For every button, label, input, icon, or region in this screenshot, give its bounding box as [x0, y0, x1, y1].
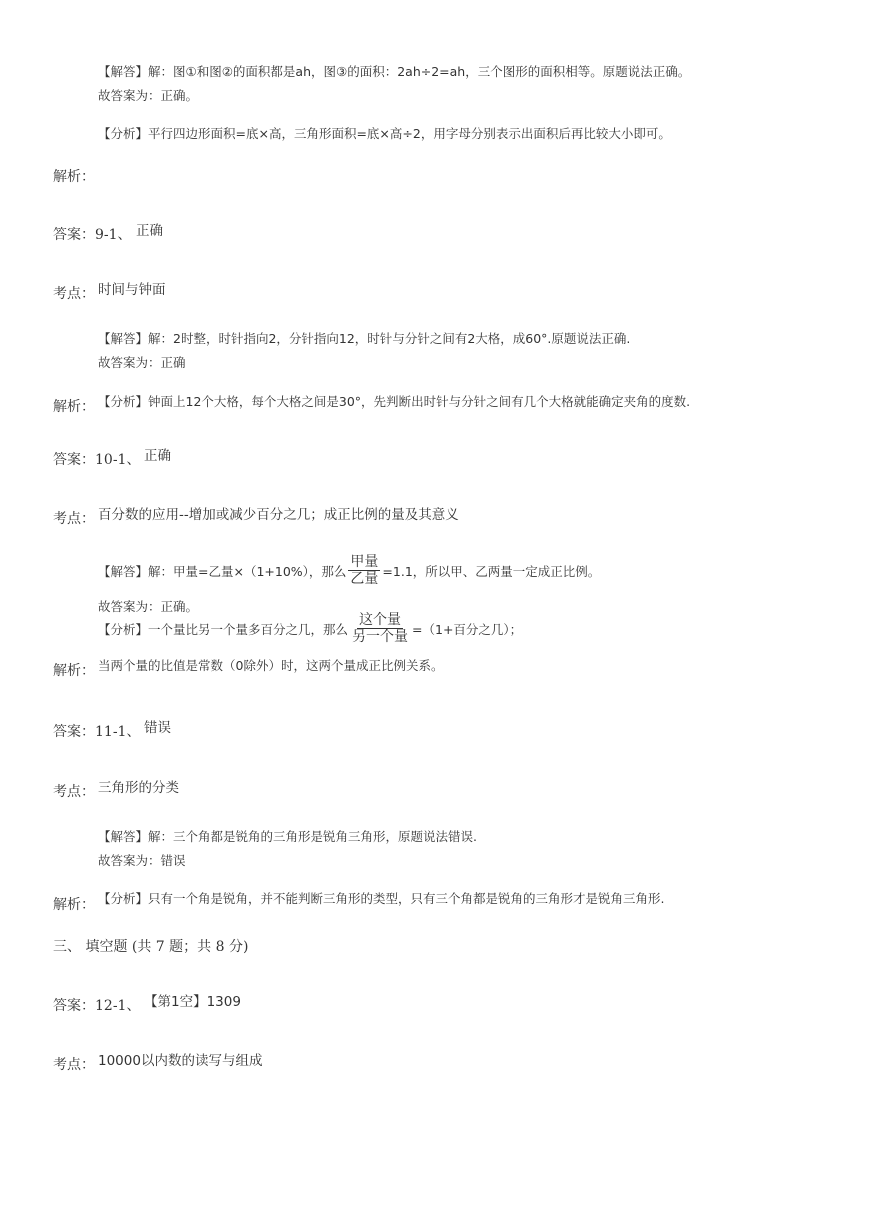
kaodian-label: 考点： [53, 784, 95, 800]
answer-label: 答案：12-1、 [53, 998, 141, 1014]
answer-label: 答案：9-1、 [53, 227, 132, 243]
fraction-numerator: 甲量 [350, 554, 379, 570]
jiexi-label: 解析： [53, 169, 95, 185]
answer-value: 正确 [144, 448, 171, 464]
jiexi-label: 解析： [53, 663, 95, 679]
fraction-numerator: 这个量 [359, 612, 402, 628]
answer-value: 【第1空】1309 [144, 994, 241, 1010]
answer-conclusion: 故答案为：正确 [98, 355, 186, 370]
answer-conclusion: 故答案为：正确。 [98, 88, 199, 103]
kaodian-label: 考点： [53, 1057, 95, 1073]
solution-text: 【解答】解：图①和图②的面积都是ah，图③的面积：2ah÷2=ah，三个图形的面积相等。原题说法正确。 [98, 64, 691, 79]
answer-conclusion: 故答案为：正确。 [98, 599, 199, 614]
kaodian-value: 三角形的分类 [98, 780, 179, 796]
kaodian-label: 考点： [53, 511, 95, 527]
fraction-zhege-ling [350, 612, 410, 645]
jiexi-label: 解析： [53, 399, 95, 415]
analysis-line [98, 612, 522, 645]
kaodian-value: 10000以内数的读写与组成 [98, 1053, 263, 1069]
jiexi-label: 解析： [53, 897, 95, 913]
analysis-text: 【分析】平行四边形面积=底×高，三角形面积=底×高÷2，用字母分别表示出面积后再比较大小即可。 [98, 126, 671, 141]
kaodian-label: 考点： [53, 286, 95, 302]
solution-text: 【解答】解：2时整，时针指向2，分针指向12，时针与分针之间有2大格，成60°.原题说法正确. [98, 331, 631, 346]
analysis-text: 【分析】钟面上12个大格，每个大格之间是30°，先判断出时针与分针之间有几个大格就能确定夹角的度数. [98, 394, 691, 409]
fraction-jia-yi [348, 554, 380, 587]
answer-value: 正确 [136, 223, 163, 239]
answer-label: 答案：11-1、 [53, 724, 141, 740]
kaodian-value: 时间与钟面 [98, 282, 166, 298]
solution-line [98, 554, 600, 587]
answer-label: 答案：10-1、 [53, 452, 141, 468]
analysis-text-pre: 【分析】一个量比另一个量多百分之几，那么 [98, 621, 349, 637]
fraction-denominator: 另一个量 [352, 629, 409, 645]
kaodian-value: 百分数的应用--增加或减少百分之几；成正比例的量及其意义 [98, 507, 459, 523]
analysis-text: 【分析】只有一个角是锐角，并不能判断三角形的类型，只有三个角都是锐角的三角形才是锐角三角形. [98, 891, 665, 906]
fraction-denominator: 乙量 [350, 571, 379, 587]
answer-value: 错误 [144, 720, 171, 736]
analysis-text-line2: 当两个量的比值是常数（0除外）时，这两个量成正比例关系。 [98, 658, 444, 673]
solution-text: 【解答】解：三个角都是锐角的三角形是锐角三角形，原题说法错误. [98, 829, 477, 844]
analysis-text-post: =（1+百分之几）； [412, 621, 523, 637]
section-title: 三、 填空题 (共 7 题；共 8 分) [53, 939, 249, 955]
solution-text-pre: 【解答】解：甲量=乙量×（1+10%），那么 [98, 563, 347, 579]
answer-conclusion: 故答案为：错误 [98, 853, 186, 868]
solution-text-post: =1.1，所以甲、乙两量一定成正比例。 [382, 563, 601, 579]
